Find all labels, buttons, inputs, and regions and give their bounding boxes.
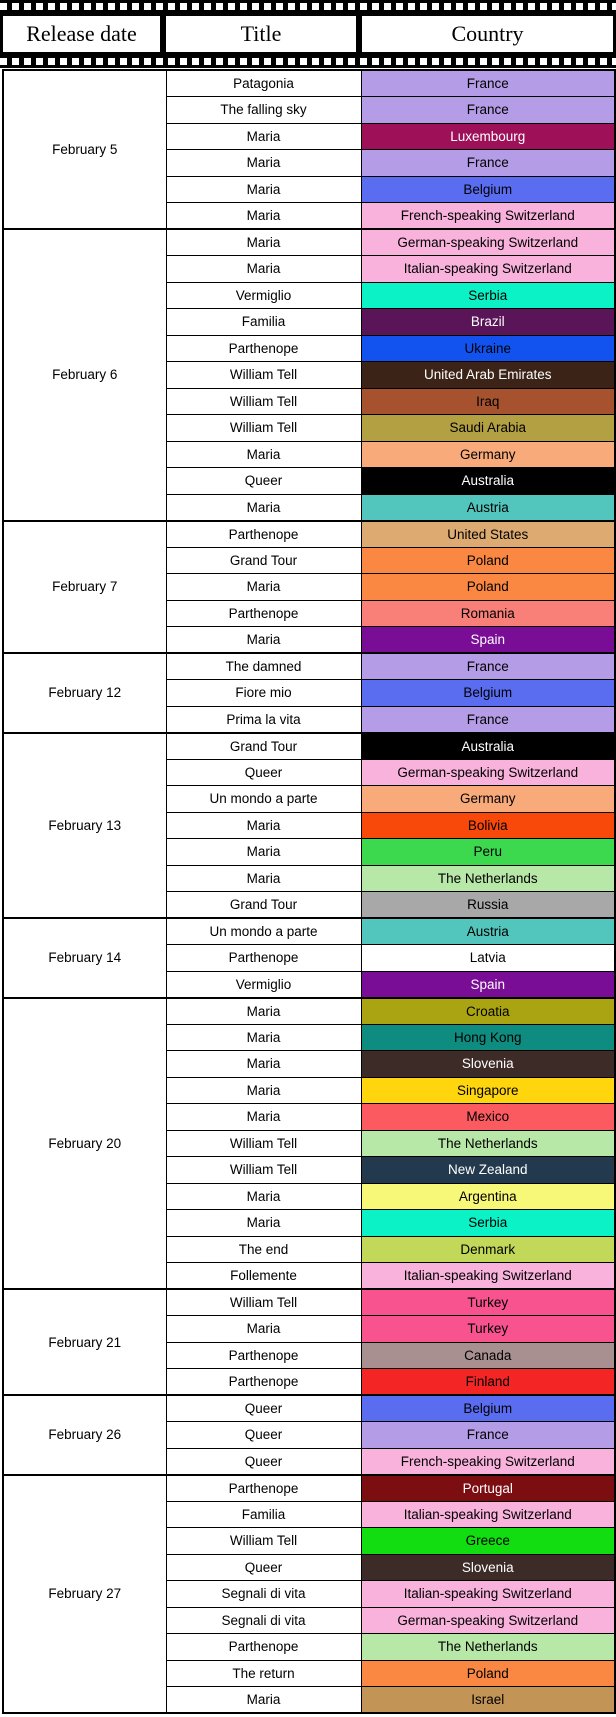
- release-date-cell: February 27: [3, 1475, 166, 1714]
- table-row: [3, 1395, 615, 1422]
- column-header-country: Country: [360, 14, 615, 54]
- title-cell: Maria: [166, 1104, 361, 1131]
- country-cell: Italian-speaking Switzerland: [361, 256, 615, 283]
- title-cell: Maria: [166, 812, 361, 839]
- title-cell: Maria: [166, 1024, 361, 1051]
- country-cell: France: [361, 150, 615, 177]
- country-cell: Finland: [361, 1369, 615, 1396]
- country-cell: German-speaking Switzerland: [361, 759, 615, 786]
- country-cell: Italian-speaking Switzerland: [361, 1581, 615, 1608]
- country-cell: The Netherlands: [361, 1130, 615, 1157]
- country-cell: Luxembourg: [361, 123, 615, 150]
- country-cell: Saudi Arabia: [361, 415, 615, 442]
- title-cell: Parthenope: [166, 335, 361, 362]
- country-cell: Ukraine: [361, 335, 615, 362]
- country-cell: Russia: [361, 892, 615, 919]
- table-row: [3, 653, 615, 680]
- filmstrip-top: [0, 0, 616, 13]
- title-cell: Maria: [166, 1051, 361, 1078]
- country-cell: Austria: [361, 918, 615, 945]
- title-cell: Grand Tour: [166, 547, 361, 574]
- country-cell: Italian-speaking Switzerland: [361, 1501, 615, 1528]
- country-cell: Australia: [361, 468, 615, 495]
- title-cell: Queer: [166, 1554, 361, 1581]
- title-cell: Parthenope: [166, 1634, 361, 1661]
- title-cell: Patagonia: [166, 70, 361, 97]
- release-date-cell: February 14: [3, 918, 166, 998]
- country-cell: Spain: [361, 627, 615, 654]
- country-cell: Belgium: [361, 680, 615, 707]
- table-row: [3, 70, 615, 97]
- filmstrip-header: [0, 0, 616, 68]
- title-cell: Maria: [166, 1687, 361, 1714]
- country-cell: New Zealand: [361, 1157, 615, 1184]
- title-cell: Maria: [166, 627, 361, 654]
- title-cell: Maria: [166, 441, 361, 468]
- title-cell: Familia: [166, 309, 361, 336]
- country-cell: Germany: [361, 441, 615, 468]
- table-row: [3, 1289, 615, 1316]
- country-cell: Brazil: [361, 309, 615, 336]
- country-cell: French-speaking Switzerland: [361, 203, 615, 230]
- title-cell: Maria: [166, 203, 361, 230]
- country-cell: Italian-speaking Switzerland: [361, 1263, 615, 1290]
- country-cell: German-speaking Switzerland: [361, 229, 615, 256]
- country-cell: France: [361, 706, 615, 733]
- release-date-cell: February 5: [3, 70, 166, 229]
- country-cell: Canada: [361, 1342, 615, 1369]
- title-cell: Maria: [166, 176, 361, 203]
- table-header-row: [0, 13, 616, 55]
- title-cell: William Tell: [166, 362, 361, 389]
- title-cell: Queer: [166, 1448, 361, 1475]
- title-cell: Vermiglio: [166, 282, 361, 309]
- title-cell: Maria: [166, 123, 361, 150]
- country-cell: French-speaking Switzerland: [361, 1448, 615, 1475]
- title-cell: Follemente: [166, 1263, 361, 1290]
- title-cell: Parthenope: [166, 945, 361, 972]
- country-cell: Hong Kong: [361, 1024, 615, 1051]
- title-cell: Maria: [166, 1210, 361, 1237]
- country-cell: Turkey: [361, 1316, 615, 1343]
- country-cell: France: [361, 653, 615, 680]
- title-cell: The return: [166, 1660, 361, 1687]
- country-cell: United Arab Emirates: [361, 362, 615, 389]
- country-cell: United States: [361, 521, 615, 548]
- release-schedule-table: [2, 69, 616, 1714]
- title-cell: Queer: [166, 468, 361, 495]
- country-cell: Poland: [361, 547, 615, 574]
- title-cell: The damned: [166, 653, 361, 680]
- release-date-cell: February 26: [3, 1395, 166, 1475]
- country-cell: Slovenia: [361, 1051, 615, 1078]
- country-cell: Poland: [361, 1660, 615, 1687]
- country-cell: The Netherlands: [361, 865, 615, 892]
- release-table-body: [3, 70, 615, 1713]
- release-date-cell: February 21: [3, 1289, 166, 1395]
- country-cell: France: [361, 1422, 615, 1449]
- title-cell: Un mondo a parte: [166, 918, 361, 945]
- country-cell: Mexico: [361, 1104, 615, 1131]
- title-cell: Vermiglio: [166, 971, 361, 998]
- title-cell: The falling sky: [166, 97, 361, 124]
- country-cell: Serbia: [361, 282, 615, 309]
- country-cell: Serbia: [361, 1210, 615, 1237]
- title-cell: William Tell: [166, 1289, 361, 1316]
- title-cell: Un mondo a parte: [166, 786, 361, 813]
- country-cell: France: [361, 97, 615, 124]
- table-row: [3, 1475, 615, 1502]
- title-cell: The end: [166, 1236, 361, 1263]
- title-cell: Queer: [166, 1395, 361, 1422]
- title-cell: Maria: [166, 1316, 361, 1343]
- country-cell: Denmark: [361, 1236, 615, 1263]
- country-cell: Spain: [361, 971, 615, 998]
- column-header-release-date: Release date: [1, 14, 162, 54]
- title-cell: Parthenope: [166, 1369, 361, 1396]
- title-cell: William Tell: [166, 1528, 361, 1555]
- title-cell: Maria: [166, 256, 361, 283]
- title-cell: William Tell: [166, 415, 361, 442]
- title-cell: Familia: [166, 1501, 361, 1528]
- country-cell: Turkey: [361, 1289, 615, 1316]
- title-cell: Maria: [166, 494, 361, 521]
- release-date-cell: February 12: [3, 653, 166, 733]
- country-cell: Belgium: [361, 176, 615, 203]
- title-cell: Fiore mio: [166, 680, 361, 707]
- release-date-cell: February 7: [3, 521, 166, 654]
- table-row: [3, 918, 615, 945]
- country-cell: Greece: [361, 1528, 615, 1555]
- title-cell: Maria: [166, 1183, 361, 1210]
- column-header-title: Title: [164, 14, 358, 54]
- country-cell: Poland: [361, 574, 615, 601]
- country-cell: Peru: [361, 839, 615, 866]
- table-row: [3, 998, 615, 1025]
- title-cell: Maria: [166, 150, 361, 177]
- title-cell: Maria: [166, 229, 361, 256]
- country-cell: Romania: [361, 600, 615, 627]
- country-cell: The Netherlands: [361, 1634, 615, 1661]
- country-cell: Argentina: [361, 1183, 615, 1210]
- title-cell: Maria: [166, 574, 361, 601]
- country-cell: Portugal: [361, 1475, 615, 1502]
- country-cell: France: [361, 70, 615, 97]
- title-cell: Grand Tour: [166, 733, 361, 760]
- country-cell: Germany: [361, 786, 615, 813]
- title-cell: Parthenope: [166, 521, 361, 548]
- title-cell: Maria: [166, 998, 361, 1025]
- title-cell: Queer: [166, 1422, 361, 1449]
- title-cell: Queer: [166, 759, 361, 786]
- country-cell: Belgium: [361, 1395, 615, 1422]
- sprocket-holes: [0, 58, 616, 65]
- title-cell: Maria: [166, 1077, 361, 1104]
- title-cell: Parthenope: [166, 1342, 361, 1369]
- title-cell: Parthenope: [166, 1475, 361, 1502]
- country-cell: Iraq: [361, 388, 615, 415]
- country-cell: Croatia: [361, 998, 615, 1025]
- table-row: [3, 733, 615, 760]
- country-cell: Israel: [361, 1687, 615, 1714]
- title-cell: William Tell: [166, 1157, 361, 1184]
- sprocket-holes: [0, 3, 616, 10]
- table-row: [3, 229, 615, 256]
- table-row: [3, 521, 615, 548]
- title-cell: Maria: [166, 839, 361, 866]
- country-cell: Austria: [361, 494, 615, 521]
- release-date-cell: February 6: [3, 229, 166, 521]
- release-date-cell: February 13: [3, 733, 166, 919]
- filmstrip-bottom: [0, 55, 616, 68]
- country-cell: Slovenia: [361, 1554, 615, 1581]
- title-cell: Parthenope: [166, 600, 361, 627]
- title-cell: Grand Tour: [166, 892, 361, 919]
- title-cell: William Tell: [166, 388, 361, 415]
- country-cell: Singapore: [361, 1077, 615, 1104]
- country-cell: German-speaking Switzerland: [361, 1607, 615, 1634]
- title-cell: William Tell: [166, 1130, 361, 1157]
- country-cell: Latvia: [361, 945, 615, 972]
- title-cell: Maria: [166, 865, 361, 892]
- country-cell: Bolivia: [361, 812, 615, 839]
- release-date-cell: February 20: [3, 998, 166, 1290]
- title-cell: Prima la vita: [166, 706, 361, 733]
- title-cell: Segnali di vita: [166, 1607, 361, 1634]
- country-cell: Australia: [361, 733, 615, 760]
- title-cell: Segnali di vita: [166, 1581, 361, 1608]
